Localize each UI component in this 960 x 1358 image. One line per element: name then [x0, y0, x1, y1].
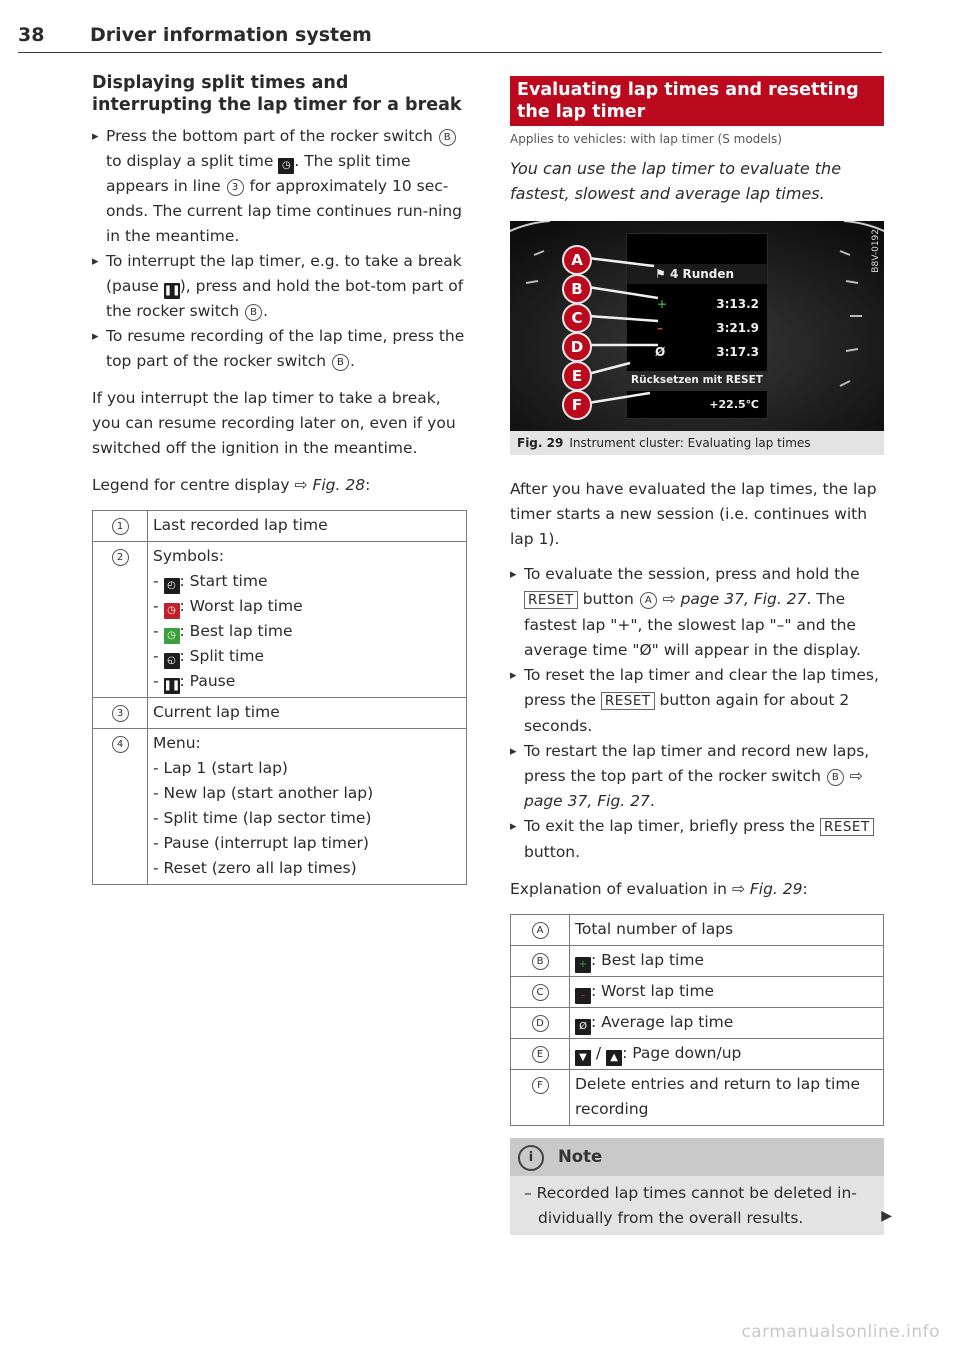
bullet-split-time: ▸ Press the bottom part of the rocker switch B to display a split time ◷ . The split time appears in line 3 for approximately 10 sec-onds. The current lap time continues run-ning in the meantime. — [92, 124, 467, 249]
page-up-icon: ▲ — [606, 1050, 622, 1066]
split-time-icon: ◵ — [164, 653, 180, 669]
legend-symbol-best: - ◷ : Best lap time — [153, 619, 461, 644]
screen-worst-time: 3:21.9 — [716, 321, 759, 335]
eval-value: : Page down/up — [622, 1044, 742, 1062]
figure-caption: Fig. 29 Instrument cluster: Evaluating lap times — [510, 431, 884, 455]
ref-b-circle: B — [439, 129, 456, 146]
legend-symbols-title: Symbols: — [153, 547, 225, 565]
note-body: – Recorded lap times cannot be deleted in-dividually from the overall results. — [524, 1184, 857, 1227]
legend-menu-item: - New lap (start another lap) — [153, 784, 374, 802]
flag-icon: ⚑ — [655, 267, 666, 281]
split-time-icon: ◷ — [278, 158, 294, 174]
worst-marker-icon: – — [657, 321, 663, 335]
callout-e: E — [562, 361, 592, 391]
best-marker-icon: + — [657, 297, 668, 311]
table-row — [511, 977, 884, 1008]
callout-d: D — [562, 332, 592, 362]
table-row — [511, 915, 884, 946]
bullet-restart: ▸ To restart the lap timer and record new laps, press the top part of the rocker switch B ⇨ page 37, Fig. 27. — [510, 739, 884, 814]
ref-a-circle: A — [640, 592, 657, 609]
note-box — [510, 1138, 884, 1235]
bullet-interrupt: ▸ To interrupt the lap timer, e.g. to take a break (pause ❚❚), press and hold the bot-tom part of the rocker switch B . — [92, 249, 467, 324]
page-down-icon: ▼ — [575, 1050, 591, 1066]
figure-code: B8V-0192 — [871, 229, 881, 273]
watermark: carmanualsonline.info — [741, 1322, 940, 1342]
callout-f: F — [562, 390, 592, 420]
legend-key-3: 3 — [112, 705, 129, 722]
evaluation-table — [510, 914, 884, 1126]
bullet-reset: ▸ To reset the lap timer and clear the lap times, press the RESET button again for about 2 seconds. — [510, 663, 884, 739]
best-lap-icon: ◷ — [164, 628, 180, 644]
eval-key-b: B — [532, 953, 549, 970]
info-icon: i — [518, 1145, 544, 1171]
legend-symbol-worst: - ◷ : Worst lap time — [153, 594, 461, 619]
legend-value: Current lap time — [148, 698, 467, 729]
screen-temperature: +22.5℃ — [709, 398, 759, 411]
table-row — [511, 1070, 884, 1126]
callout-a: A — [562, 245, 592, 275]
fig-29-link[interactable]: ⇨ Fig. 29 — [731, 880, 803, 898]
note-title: Note — [558, 1147, 603, 1166]
note-header — [510, 1138, 884, 1176]
stopwatch-icon: ◴ — [164, 578, 180, 594]
screen-reset-hint: Rücksetzen mit RESET — [631, 374, 763, 386]
fig-28-link[interactable]: ⇨ Fig. 28 — [294, 476, 366, 494]
table-row — [511, 1008, 884, 1039]
table-row — [93, 729, 467, 885]
eval-value: : Worst lap time — [591, 982, 715, 1000]
ref-b-circle: B — [332, 354, 349, 371]
screen-best-time: 3:13.2 — [716, 297, 759, 311]
pause-icon: ❚❚ — [164, 678, 180, 694]
section-intro: You can use the lap timer to evaluate the fastest, slowest and average lap times. — [510, 159, 842, 203]
legend-key-2: 2 — [112, 549, 129, 566]
legend-key-1: 1 — [112, 518, 129, 535]
table-row — [511, 946, 884, 977]
legend-symbol-start: - ◴ : Start time — [153, 569, 461, 594]
screen-laps: 4 Runden — [669, 267, 735, 281]
after-evaluate-paragraph: After you have evaluated the lap times, the lap timer starts a new session (i.e. continues with lap 1). — [510, 480, 877, 548]
table-row: E ▼ / ▲ : Page down/up — [511, 1039, 884, 1070]
legend-menu-title: Menu: — [153, 734, 201, 752]
section-banner: Evaluating lap times and resetting the lap timer — [510, 76, 884, 126]
table-row — [93, 698, 467, 729]
right-column — [510, 76, 884, 1235]
eval-value: : Average lap time — [591, 1013, 734, 1031]
legend-value: Last recorded lap time — [148, 511, 467, 542]
best-lap-icon: + — [575, 957, 591, 973]
callout-b: B — [562, 274, 592, 304]
applies-to: Applies to vehicles: with lap timer (S models) — [510, 132, 782, 146]
left-column — [92, 72, 467, 885]
instrument-cluster-figure — [510, 221, 884, 431]
reset-key: RESET — [820, 818, 874, 836]
bullet-exit: ▸ To exit the lap timer, briefly press the RESET button. — [510, 814, 884, 865]
split-times-heading: Displaying split times and interrupting the lap timer for a break — [92, 73, 462, 115]
legend-menu-item: - Reset (zero all lap times) — [153, 859, 357, 877]
break-paragraph: If you interrupt the lap timer to take a break, you can resume recording later on, even if you switched off the ignition in the meantime. — [92, 389, 456, 457]
page-header — [18, 24, 882, 53]
table-row — [93, 511, 467, 542]
ref-3-circle: 3 — [227, 179, 244, 196]
evaluation-intro: Explanation of evaluation in ⇨ Fig. 29: — [510, 880, 808, 898]
callout-c: C — [562, 303, 592, 333]
page-37-link[interactable]: ⇨ page 37, Fig. 27 — [657, 590, 807, 608]
centre-display-legend-table — [92, 510, 467, 885]
eval-value: Total number of laps — [570, 915, 884, 946]
legend-key-4: 4 — [112, 736, 129, 753]
eval-key-c: C — [532, 984, 549, 1001]
legend-intro: Legend for centre display ⇨ Fig. 28: — [92, 476, 371, 494]
pause-icon: ❚❚ — [164, 283, 180, 299]
continue-arrow-icon: ▶ — [881, 1208, 892, 1224]
legend-menu-item: - Split time (lap sector time) — [153, 809, 372, 827]
worst-lap-icon: – — [575, 988, 591, 1004]
eval-value: : Best lap time — [591, 951, 704, 969]
reset-key: RESET — [601, 692, 655, 710]
eval-key-e: E — [532, 1046, 549, 1063]
bullet-evaluate: ▸ To evaluate the session, press and hold the RESET button A ⇨ page 37, Fig. 27. The fastest lap "+", the slowest lap "–" and the average time "Ø" will appear in the display. — [510, 562, 884, 663]
average-icon: Ø — [575, 1019, 591, 1035]
legend-menu-item: - Pause (interrupt lap timer) — [153, 834, 369, 852]
screen-avg-time: 3:17.3 — [716, 345, 759, 359]
average-marker-icon: Ø — [655, 345, 666, 359]
eval-key-a: A — [532, 922, 549, 939]
page-number: 38 — [18, 24, 45, 46]
bullet-resume: ▸ To resume recording of the lap time, press the top part of the rocker switch B . — [92, 324, 467, 374]
legend-symbol-split: - ◵ : Split time — [153, 644, 461, 669]
eval-key-d: D — [532, 1015, 549, 1032]
eval-value: Delete entries and return to lap time recording — [570, 1070, 884, 1126]
table-row — [93, 542, 467, 698]
legend-menu-item: - Lap 1 (start lap) — [153, 759, 288, 777]
worst-lap-icon: ◷ — [164, 603, 180, 619]
eval-key-f: F — [532, 1077, 549, 1094]
reset-key: RESET — [524, 591, 578, 609]
legend-symbol-pause: - ❚❚: Pause — [153, 669, 461, 694]
section-title: Driver information system — [90, 24, 372, 46]
ref-b-circle: B — [827, 769, 844, 786]
page-37-link[interactable]: ⇨ page 37, Fig. 27 — [524, 767, 863, 810]
ref-b-circle: B — [245, 304, 262, 321]
